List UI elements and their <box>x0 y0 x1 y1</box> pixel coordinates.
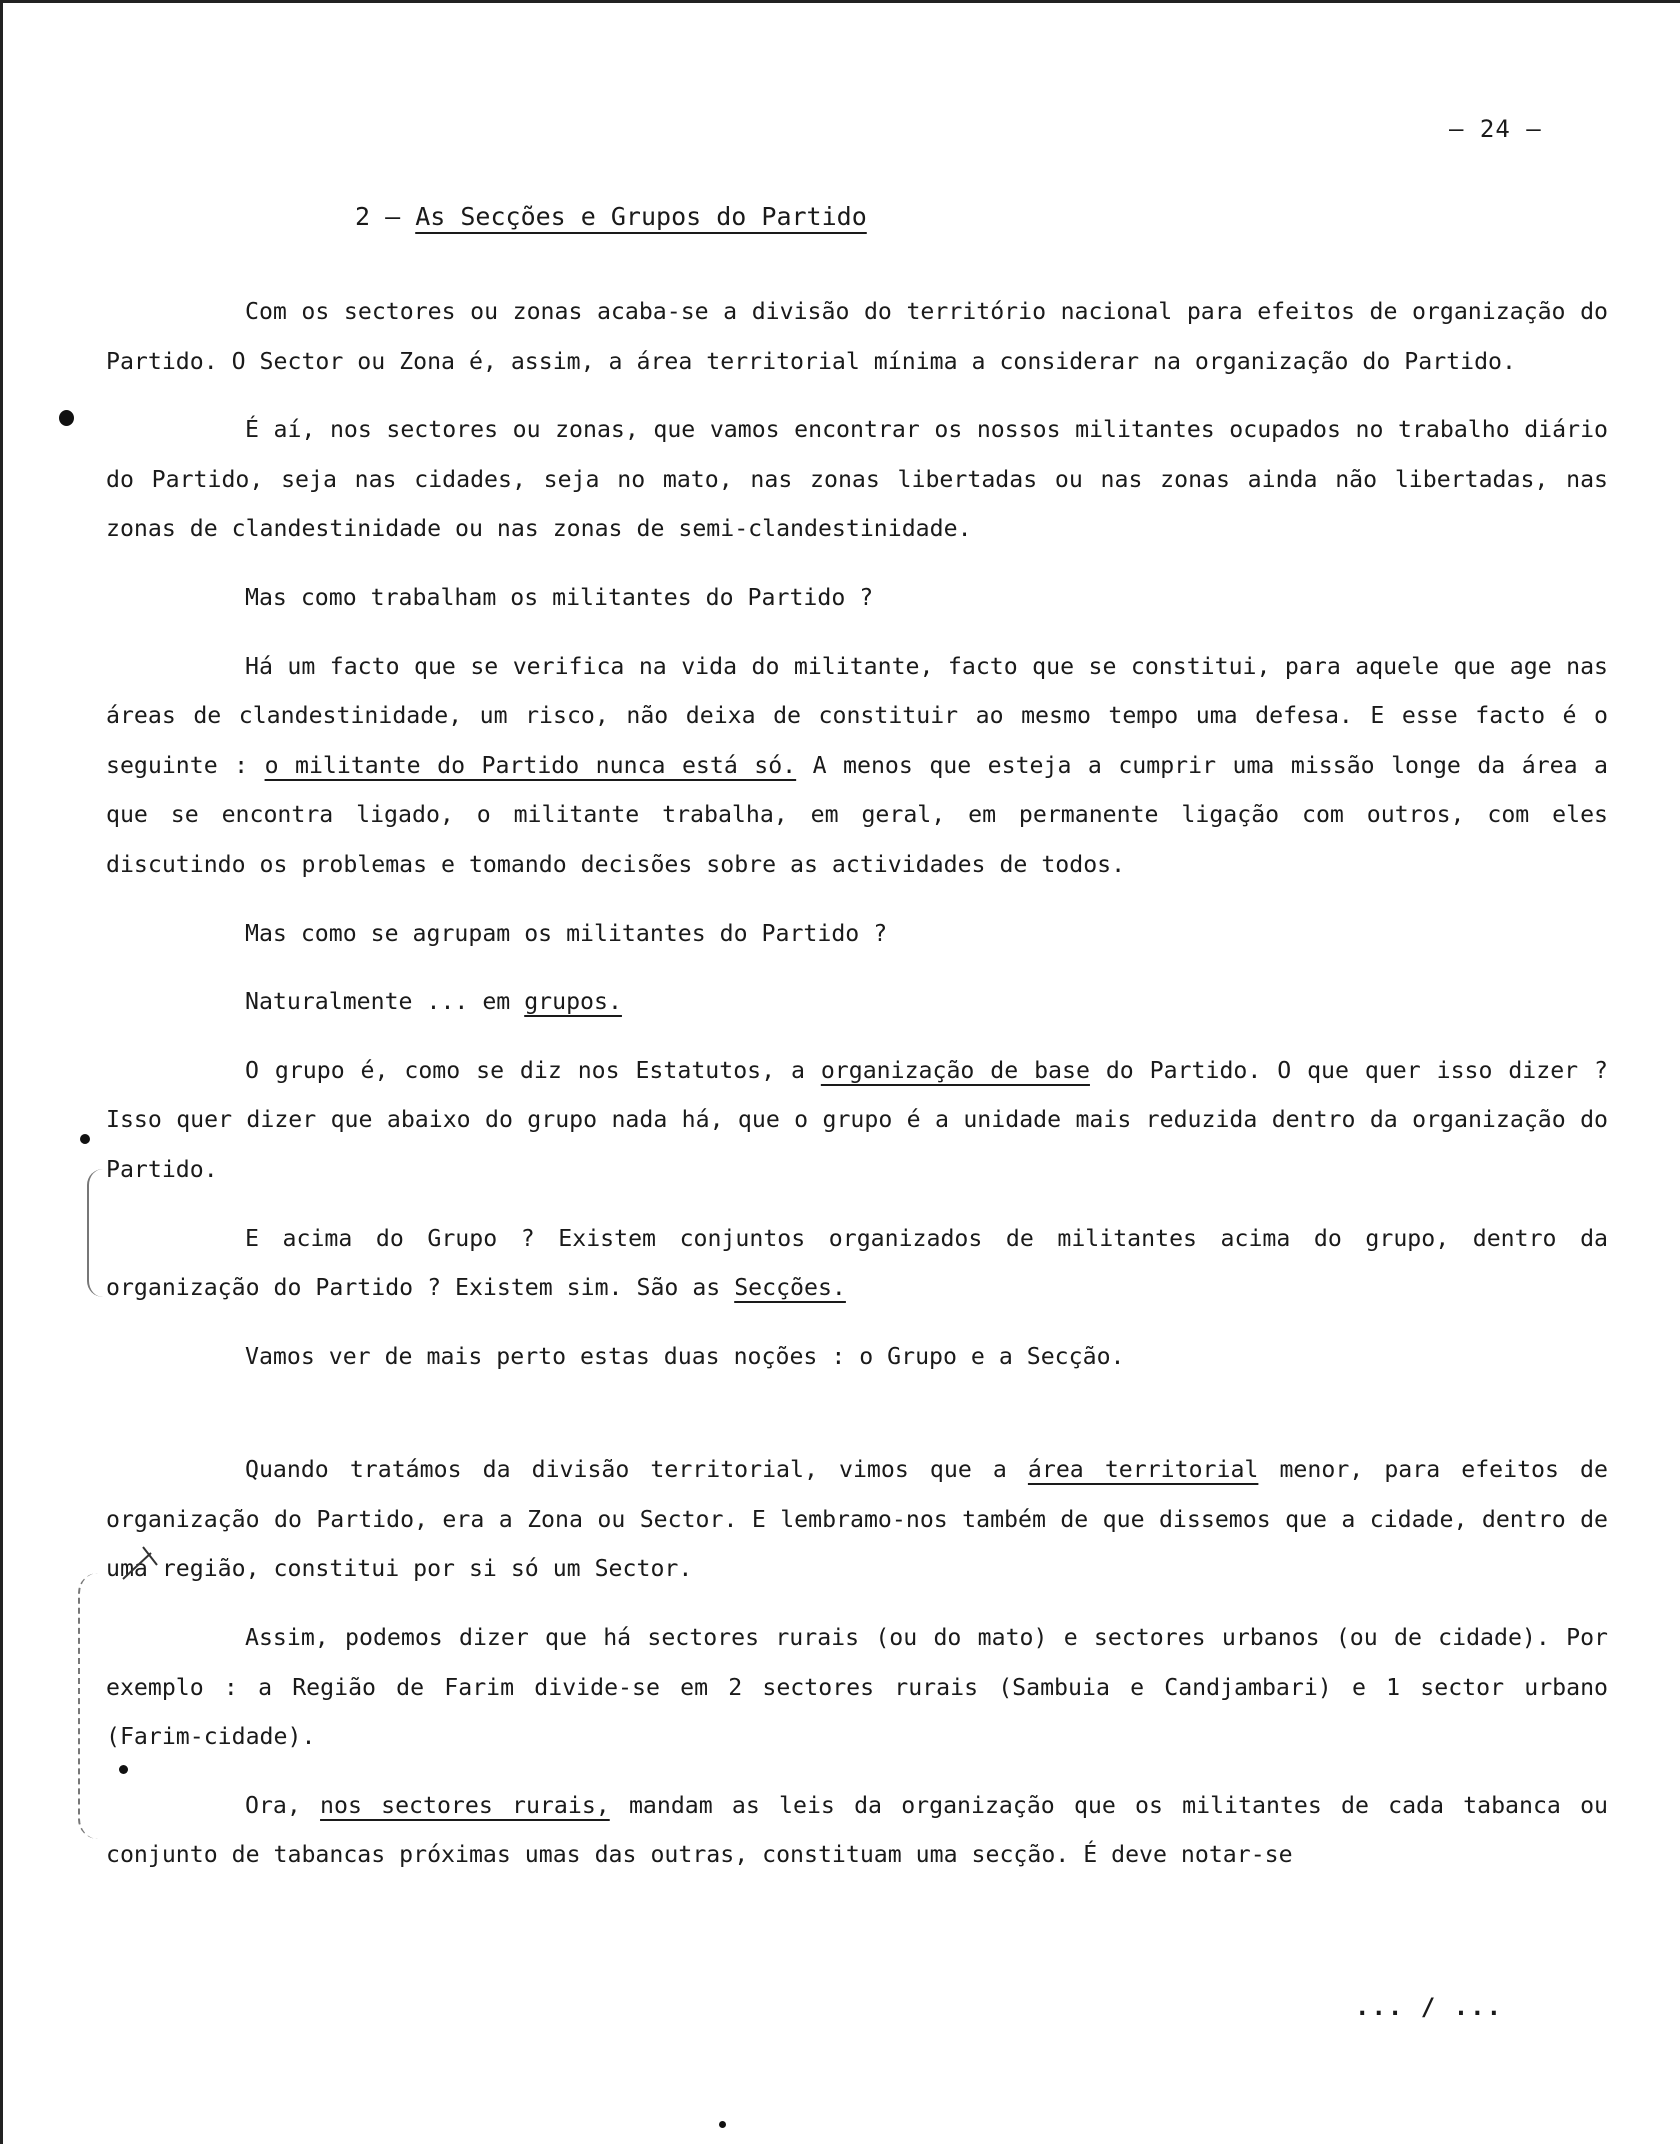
pen-stroke-mark <box>121 1543 161 1583</box>
document-body <box>106 287 1608 1880</box>
paragraph-question: Mas como trabalham os militantes do Partido ? <box>245 583 874 611</box>
paragraph <box>106 1445 1608 1594</box>
underlined-phrase: organização de base <box>820 1056 1090 1084</box>
ink-blot <box>719 2121 726 2128</box>
ink-blot <box>119 1765 128 1774</box>
text-run: menor, para efeitos de organização do Partido, era a Zona ou Sector. E lembramo-nos também de que dissemos que a cidade, dentro de uma região, constitui por si só um Sector. <box>106 1456 1608 1583</box>
paragraph <box>106 1781 1608 1880</box>
paragraph: Com os sectores ou zonas acaba-se a divisão do território nacional para efeitos de organização do Partido. O Sector ou Zona é, assim, a área territorial mínima a considerar na organização do Partido. <box>106 298 1608 375</box>
ink-blot <box>59 410 74 426</box>
text-run: Ora, <box>245 1791 321 1819</box>
continuation-marker: ... / ... <box>1355 1993 1504 2021</box>
text-run: do Partido. O que quer isso dizer ? Isso quer dizer que abaixo do grupo nada há, que o grupo é a unidade mais reduzida dentro da organização do Partido. <box>106 1056 1609 1183</box>
paragraph <box>106 1214 1608 1313</box>
section-heading-title: As Secções e Grupos do Partido <box>415 202 867 231</box>
paragraph <box>106 977 1608 1027</box>
text-run: O grupo é, como se diz nos Estatutos, a <box>245 1056 821 1084</box>
page-number: – 24 – <box>1449 115 1542 143</box>
text-run: A menos que esteja a cumprir uma missão longe da área a que se encontra ligado, o militante trabalha, em geral, em permanente ligação com outros, com eles discutindo os problemas e tomando decisões sobre as actividades de todos. <box>106 751 1609 878</box>
underlined-phrase: nos sectores rurais, <box>320 1791 610 1819</box>
paragraph <box>106 642 1608 890</box>
text-run: Naturalmente ... em <box>245 988 525 1016</box>
text-run: E acima do Grupo ? Existem conjuntos organizados de militantes acima do grupo, dentro da organização do Partido ? Existem sim. São as <box>106 1224 1608 1302</box>
section-heading-number: 2 – <box>355 202 416 231</box>
paragraph <box>106 1046 1608 1195</box>
paragraph: É aí, nos sectores ou zonas, que vamos encontrar os nossos militantes ocupados no trabalho diário do Partido, seja nas cidades, seja no mato, nas zonas libertadas ou nas zonas ainda não libertadas, nas zonas de clandestinidade ou nas zonas de semi-clandestinidade. <box>106 416 1608 543</box>
text-run: Quando tratámos da divisão territorial, vimos que a <box>245 1456 1028 1484</box>
underlined-phrase: área territorial <box>1027 1456 1259 1484</box>
section-heading <box>355 202 867 231</box>
ink-blot <box>80 1134 90 1144</box>
paragraph: Assim, podemos dizer que há sectores rurais (ou do mato) e sectores urbanos (ou de cidade). Por exemplo : a Região de Farim divide-se em 2 sectores rurais (Sambuia e Candjambari) e 1 sector urbano (Farim-cidade). <box>106 1624 1608 1751</box>
underlined-phrase: o militante do Partido nunca está só. <box>264 751 797 779</box>
text-run: Há um facto que se verifica na vida do militante, facto que se constitui, para aquele que age nas áreas de clandestinidade, um risco, não deixa de constituir ao mesmo tempo uma defesa. E esse facto é o seguinte : <box>106 652 1608 779</box>
margin-bracket <box>78 1573 98 1839</box>
paragraph-question: Mas como se agrupam os militantes do Partido ? <box>245 919 888 947</box>
margin-bracket <box>87 1169 103 1297</box>
underlined-phrase: Secções. <box>734 1274 846 1302</box>
paragraph: Vamos ver de mais perto estas duas noções : o Grupo e a Secção. <box>245 1342 1125 1370</box>
underlined-phrase: grupos. <box>524 988 622 1016</box>
text-run: mandam as leis da organização que os militantes de cada tabanca ou conjunto de tabancas próximas umas das outras, constituam uma secção. É deve notar-se <box>106 1791 1608 1869</box>
